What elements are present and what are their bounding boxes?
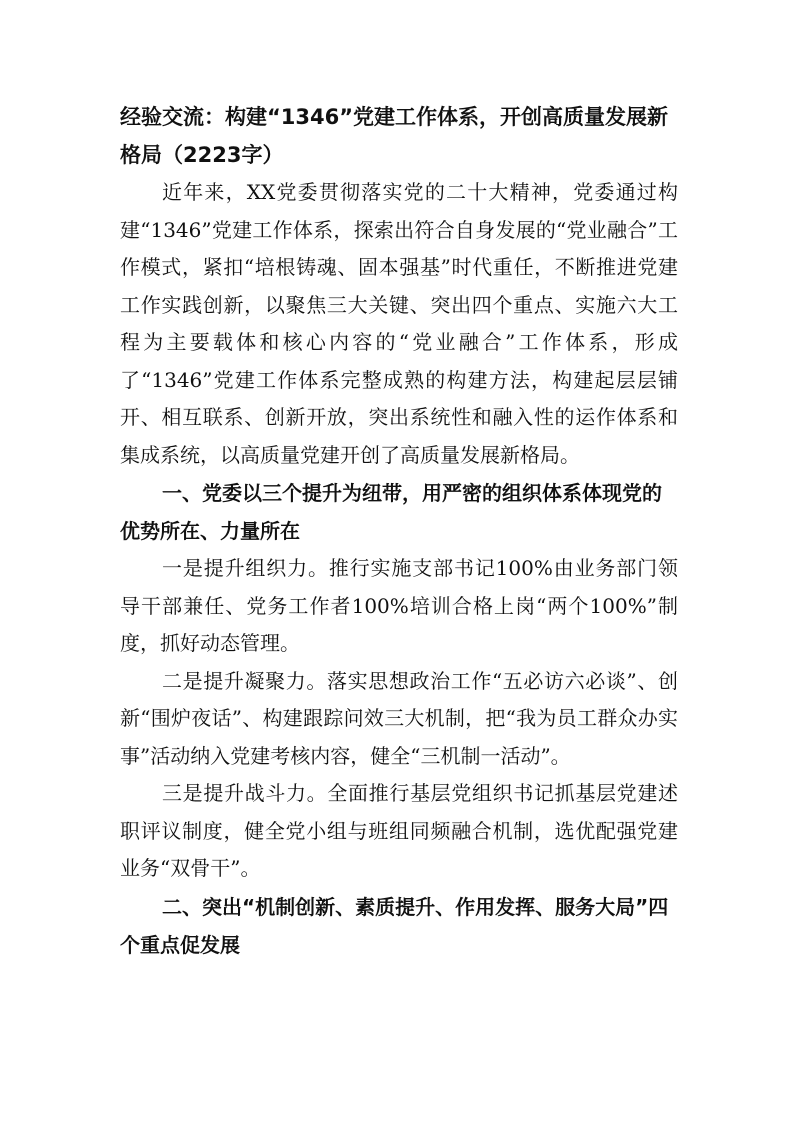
section-1-paragraph-2: 二是提升凝聚力。落实思想政治工作“五必访六必谈”、创新“围炉夜话”、构建跟踪问效三大机制，把“我为员工群众办实事”活动纳入党建考核内容，健全“三机制一活动”。	[120, 668, 678, 768]
section-2-heading: 二、突出“机制创新、素质提升、作用发挥、服务大局”四个重点促发展	[120, 894, 669, 957]
document-page	[120, 98, 678, 964]
section-1-paragraph-1: 一是提升组织力。推行实施支部书记100%由业务部门领导干部兼任、党务工作者100%培训合格上岗“两个100%”制度，抓好动态管理。	[120, 556, 678, 655]
section-1-paragraph-3: 三是提升战斗力。全面推行基层党组织书记抓基层党建述职评议制度，健全党小组与班组同频融合机制，选优配强党建业务“双骨干”。	[120, 781, 678, 880]
document-title: 经验交流：构建“1346”党建工作体系，开创高质量发展新格局（2223字）	[120, 105, 669, 167]
intro-paragraph: 近年来，XX党委贯彻落实党的二十大精神，党委通过构建“1346”党建工作体系，探索出符合自身发展的“党业融合”工作模式，紧扣“培根铸魂、固本强基”时代重任，不断推进党建工作实践创新，以聚焦三大关键、突出四个重点、实施六大工程为主要载体和核心内容的“党业融合”工作体系，形成了“1346”党建工作体系完整成熟的构建方法，构建起层层铺开、相互联系、创新开放，突出系统性和融入性的运作体系和集成系统，以高质量党建开创了高质量发展新格局。	[120, 180, 678, 467]
section-1-heading: 一、党委以三个提升为纽带，用严密的组织体系体现党的优势所在、力量所在	[120, 481, 662, 543]
